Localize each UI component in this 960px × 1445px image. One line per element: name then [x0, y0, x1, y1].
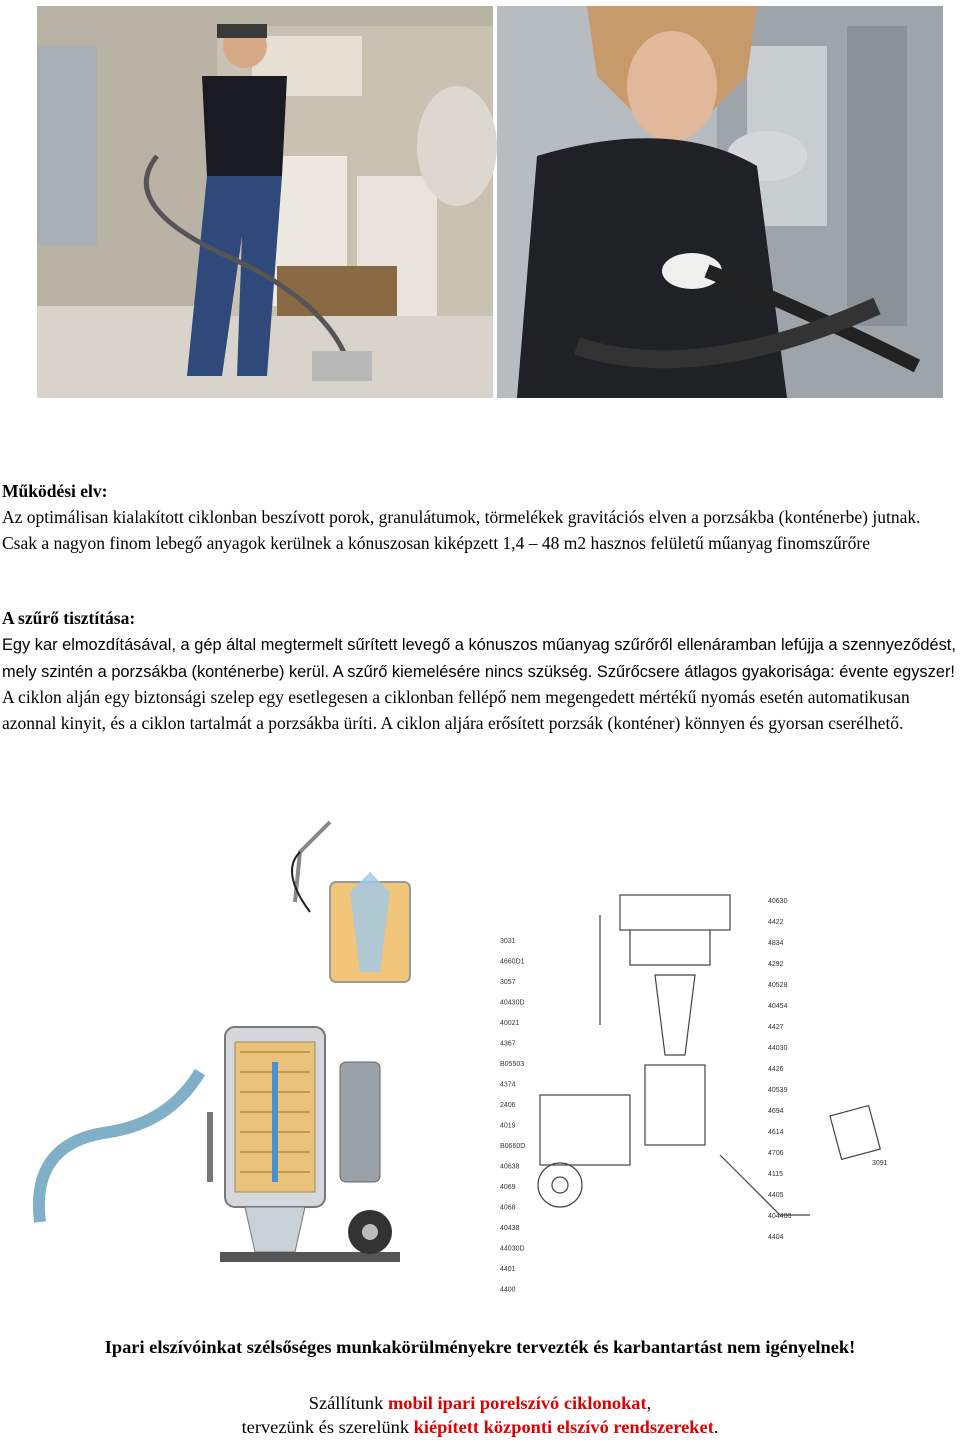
part-label: 4367 [500, 1040, 516, 1048]
offer-line-1-suffix: , [646, 1393, 652, 1413]
offer-line-2-prefix: tervezünk és szerelünk [241, 1417, 414, 1437]
slogan: Ipari elszívóinkat szélsőséges munkakörülményekre tervezték és karbantartást nem igényelnek! [104, 1337, 856, 1357]
part-label: 40430D [500, 999, 525, 1007]
central-system-highlight: kiépített központi elszívó rendszereket [413, 1417, 714, 1437]
part-label: 404400 [768, 1213, 792, 1220]
part-label: 4374 [500, 1081, 516, 1089]
offer-line-2 [0, 1415, 960, 1439]
part-label: 40454 [768, 1003, 788, 1010]
mobile-cyclone-highlight: mobil ipari porelszívó ciklonokat [387, 1393, 647, 1413]
part-label: 40438 [500, 1225, 520, 1232]
photo-worker-vacuuming-warehouse [37, 6, 493, 398]
offer-line-1 [0, 1391, 960, 1415]
part-label: 4019 [500, 1122, 516, 1130]
offer-line-2-suffix: . [713, 1417, 719, 1437]
part-label: 4694 [768, 1108, 784, 1115]
part-label: 3031 [500, 938, 516, 945]
filter-cleaning-heading: A szűrő tisztítása: [2, 608, 136, 628]
part-label: 4069 [500, 1184, 516, 1191]
offer-text [0, 1391, 960, 1439]
working-principle-text: Az optimálisan kialakított ciklonban beszívott porok, granulátumok, törmelékek gravitációs elven a porzsákba (konténerbe) jutnak. Csak a nagyon finom lebegő anyagok kerülnek a kónuszosan kiképzett 1,4 – 48 m2 hasznos felületű műanyag finomszűrőre [2, 506, 921, 553]
part-label: B05503 [500, 1061, 525, 1068]
part-label: 4706 [768, 1150, 784, 1157]
working-principle-section [2, 479, 958, 556]
filter-cleaning-text [2, 632, 958, 737]
filter-cleaning-text-part1: Egy kar elmozdításával, a gép által megtermelt sűrített levegő a kónuszos műanyag szűrőről ellenáramban lefújja a szennyeződést, mely szintén a porzsákba (konténerbe) kerül. A szűrő kiemelésére nincs szükség. Szűrőcsere átlagos gyakorisága: évente egyszer! [2, 635, 956, 681]
part-label: 4614 [768, 1129, 784, 1136]
exploded-parts-diagram [480, 885, 900, 1294]
part-label: 4660D1 [500, 958, 525, 966]
part-label: 3057 [500, 979, 516, 986]
part-label: 4068 [500, 1204, 516, 1212]
working-principle-heading: Működési elv: [2, 481, 108, 501]
part-label: 40528 [768, 982, 788, 989]
part-label: 4426 [768, 1066, 784, 1073]
part-label: 4115 [768, 1171, 784, 1178]
part-label: 3091 [872, 1160, 888, 1167]
photo-worker-cleaning-machine [497, 6, 943, 398]
part-label: 4404 [768, 1234, 784, 1241]
part-label: 40539 [768, 1087, 788, 1094]
part-label: 4422 [768, 919, 784, 926]
part-label: 40630 [768, 898, 788, 905]
offer-line-1-prefix: Szállítunk [308, 1393, 388, 1413]
part-label: 44030 [768, 1045, 788, 1052]
part-label: 4405 [768, 1192, 784, 1199]
part-label: 40021 [500, 1020, 520, 1027]
filter-cleaning-text-part2: A ciklon alján egy biztonsági szelep egy esetlegesen a ciklonban fellépő nem megengedett mértékű nyomás esetén automatikusan azonnal kinyit, és a ciklon tartalmát a porzsákba üríti. A ciklon aljára erősített porzsák (konténer) könnyen és gyorsan cserélhető. [2, 687, 910, 734]
part-label: 4834 [768, 940, 784, 947]
part-label: 4401 [500, 1266, 516, 1273]
part-label: 4292 [768, 961, 784, 968]
cyclone-cutaway-illustration [30, 812, 420, 1312]
part-label: B0660D [500, 1143, 526, 1150]
part-label: 2406 [500, 1102, 516, 1109]
part-label: 4400 [500, 1286, 516, 1294]
part-label: 44030D [500, 1245, 525, 1253]
part-label: 40638 [500, 1163, 520, 1171]
part-label: 4427 [768, 1024, 784, 1031]
filter-cleaning-section [2, 606, 958, 737]
